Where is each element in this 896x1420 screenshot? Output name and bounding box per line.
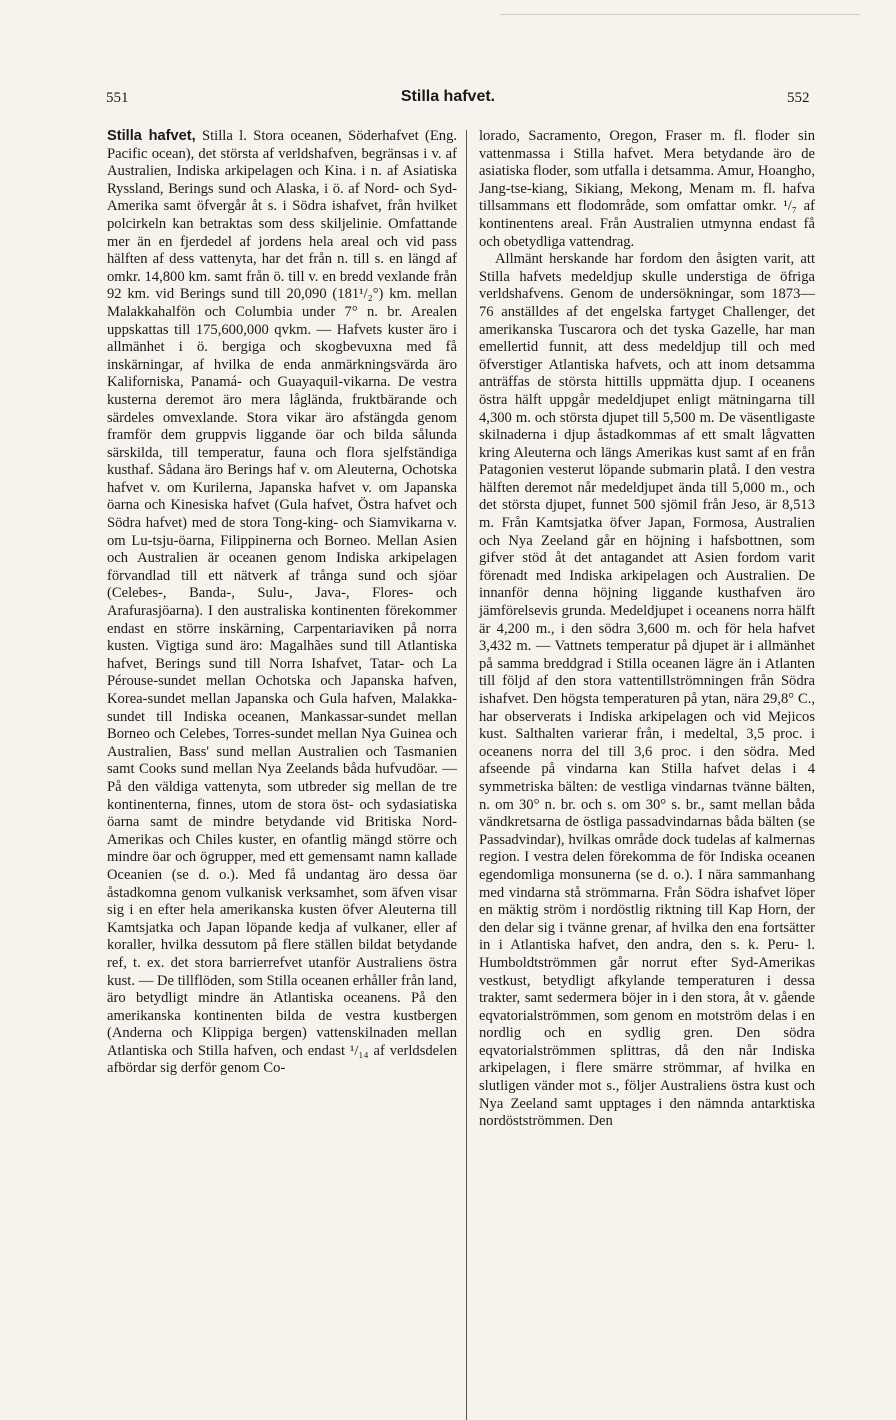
article-paragraph: Allmänt herskande har fordom den åsigten varit, att Stilla hafvets medeldjup skulle understiga de öfriga verldshafvens. Genom de undersökningar, som 1873—76 anställdes af det engelska fartyget Challenger, det amerikanska Tuscarora och det tyska Gazelle, har man emellertid funnit, att dess medeldjup till och med öfverstiger Atlantiska hafvets, och att inom detsamma anträffas de största hittills uppmätta djup. I oceanens östra hälft uppgår medeldjupet enligt mätningarna till 4,300 m. och största djupet till 5,500 m. De väsentligaste skilnaderna i djup åstadkommas af ett smalt lågvatten kring Aleuterna och längs Amerikas kust samt af en från Patagonien vesterut löpande submarin platå. I den vestra hälften deremot når medeldjupet ända till 5,000 m., och det största djupet, funnet 500 sjömil från Jeso, är 8,513 m. Från Kamtsjatka öfver Japan, Formosa, Australien och Nya Zeeland går en höjning i hafsbottnen, som gifver stöd åt det antagandet att Asien fordom varit förenadt med Indiska arkipelagen och Australien. De innanför denna höjning liggande kusthafven äro jämförelsevis grunda. Medeldjupet i oceanens norra hälft är 4,200 m., i den södra 3,600 m. och för hela hafvet 3,432 m. — Vattnets temperatur på djupet är i allmänhet på samma breddgrad i Stilla oceanen lägre än i Atlanten till följd af den stora vattentillströmningen från Södra ishafvet. Den högsta temperaturen på ytan, nära 29,8° C., har observerats i Indiska arkipelagen och vid Mejicos kust. Salthalten varierar från, i medeltal, 3,5 proc. i oceanens norra del till 3,6 proc. i den södra. Med afseende på vindarna kan Stilla hafvet delas i 4 symmetriska bälten: de vestliga vindarnas tvänne bälten, n. om 30° n. br. och s. om 30° s. br., samt mellan båda vändkretsarna de östliga passadvindarnas båda bälten (se Passadvindar), hvilkas område dock tudelas af kalmernas region. I vestra delen förekomma de för Indiska oceanen egendomliga monsunerna (se d. o.). I nära sammanhang med vindarna stå strömmarna. Från Södra ishafvet löper en mäktig ström i nordöstlig riktning till Kap Horn, der den delar sig i tvänne grenar, af hvilka den ena fortsätter in i Atlantiska hafvet, den andra, den s. k. Peru- l. Humboldtströmmen går norrut efter Syd-Amerikas vestkust, betydligt afkylande temperaturen i dessa trakter, samt sedermera böjer in i den stora, åt v. gående eqvatorialströmmen, som genom en motström delas i en nordlig och en sydlig gren. Den södra eqvatorialströmmen splittras, då den når Indiska arkipelagen, i flere smärre strömmar, af hvilka en slutligen vänder mot s., följer Australiens östra kust och Nya Zeeland samt upptages i den nämnda antarktiska nordöstströmmen. Den [479, 251, 815, 1130]
right-page-number: 552 [787, 90, 810, 106]
left-page-number: 551 [106, 90, 129, 106]
left-column [107, 128, 457, 1078]
column-divider [466, 130, 467, 1420]
article-paragraph [107, 128, 457, 1078]
running-title: Stilla hafvet. [400, 88, 496, 105]
right-column [479, 128, 815, 1131]
article-paragraph: lorado, Sacramento, Oregon, Fraser m. fl. floder sin vattenmassa i Stilla hafvet. Mera betydande äro de asiatiska floder, som utfalla i detsamma. Amur, Hoangho, Jang-tse-kiang, Sikiang, Mekong, Menam m. fl. hafva tillsammans ett flodområde, som omfattar omkr. ¹/₇ af kontinentens areal. Från Australien utmynna endast få och obetydliga vattendrag. [479, 128, 815, 250]
page-header [0, 90, 896, 114]
article-text: Stilla l. Stora oceanen, Söderhafvet (Eng. Pacific ocean), det största af verldshafven, begränsas i v. af Australien, Indiska arkipelagen och Kina. i n. af Asiatiska Ryssland, Berings sund och Alaska, i ö. af Nord- och Syd-Amerika samt öfvergår åt s. i Södra ishafvet, från hvilket polcirkeln kan betraktas som dess skiljelinie. Omfattande mer än en fjerdedel af jordens hela areal och vid pass hälften af dess vattenyta, har det från n. till s. en längd af omkr. 14,800 km. samt från ö. till v. en bredd vexlande från 92 km. vid Berings sund till 20,090 (181¹/₂°) km. mellan Malakkahalfön och Columbia under 7° n. br. Arealen uppskattas till 175,600,000 qvkm. — Hafvets kuster äro i allmänhet i ö. bergiga och skogbevuxna med få inskärningar, af hvilka de enda anmärkningsvärda äro Kaliforniska, Panamá- och Guayaquil-vikarna. De vestra kusterna deremot äro mera lågländа, fruktbärande och särdeles omvexlande. Stora vikar äro afstängda genom framför dem gruppvis liggande öar och bilda sålunda särskilda, till temperatur, fauna och flora sjelfständiga kusthaf. Sådana äro Berings haf v. om Aleuterna, Ochotska hafvet v. om Kurilerna, Japanska hafvet v. om Japanska öarna och Kinesiska hafvet (Gula hafvet, Östra hafvet och Södra hafvet) med de stora Tong-king- och Siamvikarna v. om Lu-tsju-öarna, Filippinerna och Borneo. Mellan Asien och Australien är oceanen genom Indiska arkipelagen förvandlad till ett nätverk af trånga sund och sjöar (Celebes-, Banda-, Sulu-, Java-, Flores- och Arafurasjöarna). I den australiska kontinenten förekommer endast en större inskärning, Carpentariaviken på norra kusten. Vigtiga sund äro: Magalhães sund till Atlantiska hafvet, Berings sund till Norra Ishafvet, Tatar- och La Pérouse-sundet mellan Ochotska och Japanska hafven, Korea-sundet mellan Japanska och Gula hafven, Malakka-sundet till Indiska oceanen, Mankassar-sundet mellan Borneo och Celebes, Torres-sundet mellan Nya Guinea och Australien, Bass' sund mellan Australien och Tasmanien samt Cooks sund mellan Nya Zeelands båda hufvudöar. — På den väldiga vattenyta, som utbreder sig mellan de tre kontinenterna, finnes, utom de stora öst- och sydasiatiska öarna samt de mindre betydande vid Britiska Nord-Amerikas och Chiles kuster, en ofantlig mängd större och mindre öar och ögrupper, med ett gemensamt namn kallade Oceanien (se d. o.). Med få undantag äro dessa öar åstadkomna genom vulkanisk verksamhet, som äfven visar sig i en efter hela amerikanska kusten öfver Aleuterna till Kamtsjatka och Japan löpande kedja af vulkaner, eller af koraller, hvilka dessutom på flere ställen bildat betydande ref, t. ex. det stora barrierrefvet utanför Australiens östra kust. — De tillflöden, som Stilla oceanen erhåller från land, äro betydligt mindre än Atlantiska oceanens. På den amerikanska kontinenten bilda de vestra kustbergen (Anderna och Klippiga bergen) vattenskilnaden mellan Atlantiska och Stilla hafven, och endast ¹/₁₄ af verldsdelen afbördar sig derför genom Co- [107, 128, 458, 1077]
scan-edge-line [500, 14, 860, 15]
headword: Stilla hafvet, [107, 128, 196, 144]
